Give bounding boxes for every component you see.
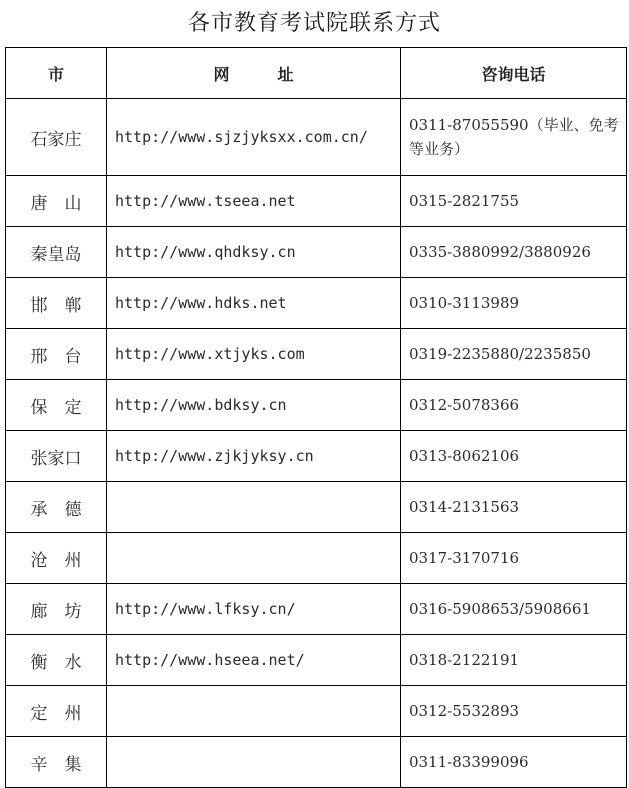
phone-number: 0319-2235880/2235850 [401,329,627,380]
website-link[interactable]: http://www.xtjyks.com [107,329,401,380]
phone-number [401,99,627,176]
phone-number: 0310-3113989 [401,278,627,329]
city-name: 秦皇岛 [6,227,107,278]
city-name: 承 德 [6,482,107,533]
table-row [6,737,627,788]
table-row [6,329,627,380]
city-name: 定 州 [6,686,107,737]
phone-number: 0317-3170716 [401,533,627,584]
website-link[interactable]: http://www.bdksy.cn [107,380,401,431]
phone-number: 0318-2122191 [401,635,627,686]
table-row [6,635,627,686]
table-row [6,431,627,482]
phone-number: 0312-5078366 [401,380,627,431]
city-name: 保 定 [6,380,107,431]
website-link[interactable]: http://www.hdks.net [107,278,401,329]
city-name: 唐 山 [6,176,107,227]
website-cell-empty [107,533,401,584]
phone-note: （毕业、免考等业务） [409,116,619,158]
table-row [6,227,627,278]
website-cell-empty [107,482,401,533]
phone-number: 0313-8062106 [401,431,627,482]
website-cell-empty [107,686,401,737]
city-name: 张家口 [6,431,107,482]
table-header-row [6,48,627,99]
phone-number: 0311-83399096 [401,737,627,788]
phone-number: 0316-5908653/5908661 [401,584,627,635]
phone-value: 0311-87055590 [409,116,529,134]
page-title: 各市教育考试院联系方式 [187,11,441,36]
city-name: 石家庄 [6,99,107,176]
website-link[interactable]: http://www.sjzjyksxx.com.cn/ [107,99,401,176]
table-row [6,278,627,329]
phone-number: 0314-2131563 [401,482,627,533]
website-link[interactable]: http://www.zjkjyksy.cn [107,431,401,482]
table-row [6,533,627,584]
website-cell-empty [107,737,401,788]
header-city: 市 [6,48,107,99]
contact-table [5,47,627,788]
city-name: 邯 郸 [6,278,107,329]
header-url: 网 址 [107,48,401,99]
phone-number: 0312-5532893 [401,686,627,737]
table-row [6,686,627,737]
table-row [6,176,627,227]
city-name: 辛 集 [6,737,107,788]
city-name: 衡 水 [6,635,107,686]
city-name: 沧 州 [6,533,107,584]
table-row [6,380,627,431]
header-phone: 咨询电话 [401,48,627,99]
table-row [6,482,627,533]
website-link[interactable]: http://www.qhdksy.cn [107,227,401,278]
website-link[interactable]: http://www.tseea.net [107,176,401,227]
table-row [6,584,627,635]
city-name: 廊 坊 [6,584,107,635]
phone-number: 0315-2821755 [401,176,627,227]
phone-number: 0335-3880992/3880926 [401,227,627,278]
website-link[interactable]: http://www.hseea.net/ [107,635,401,686]
city-name: 邢 台 [6,329,107,380]
table-row [6,99,627,176]
website-link[interactable]: http://www.lfksy.cn/ [107,584,401,635]
